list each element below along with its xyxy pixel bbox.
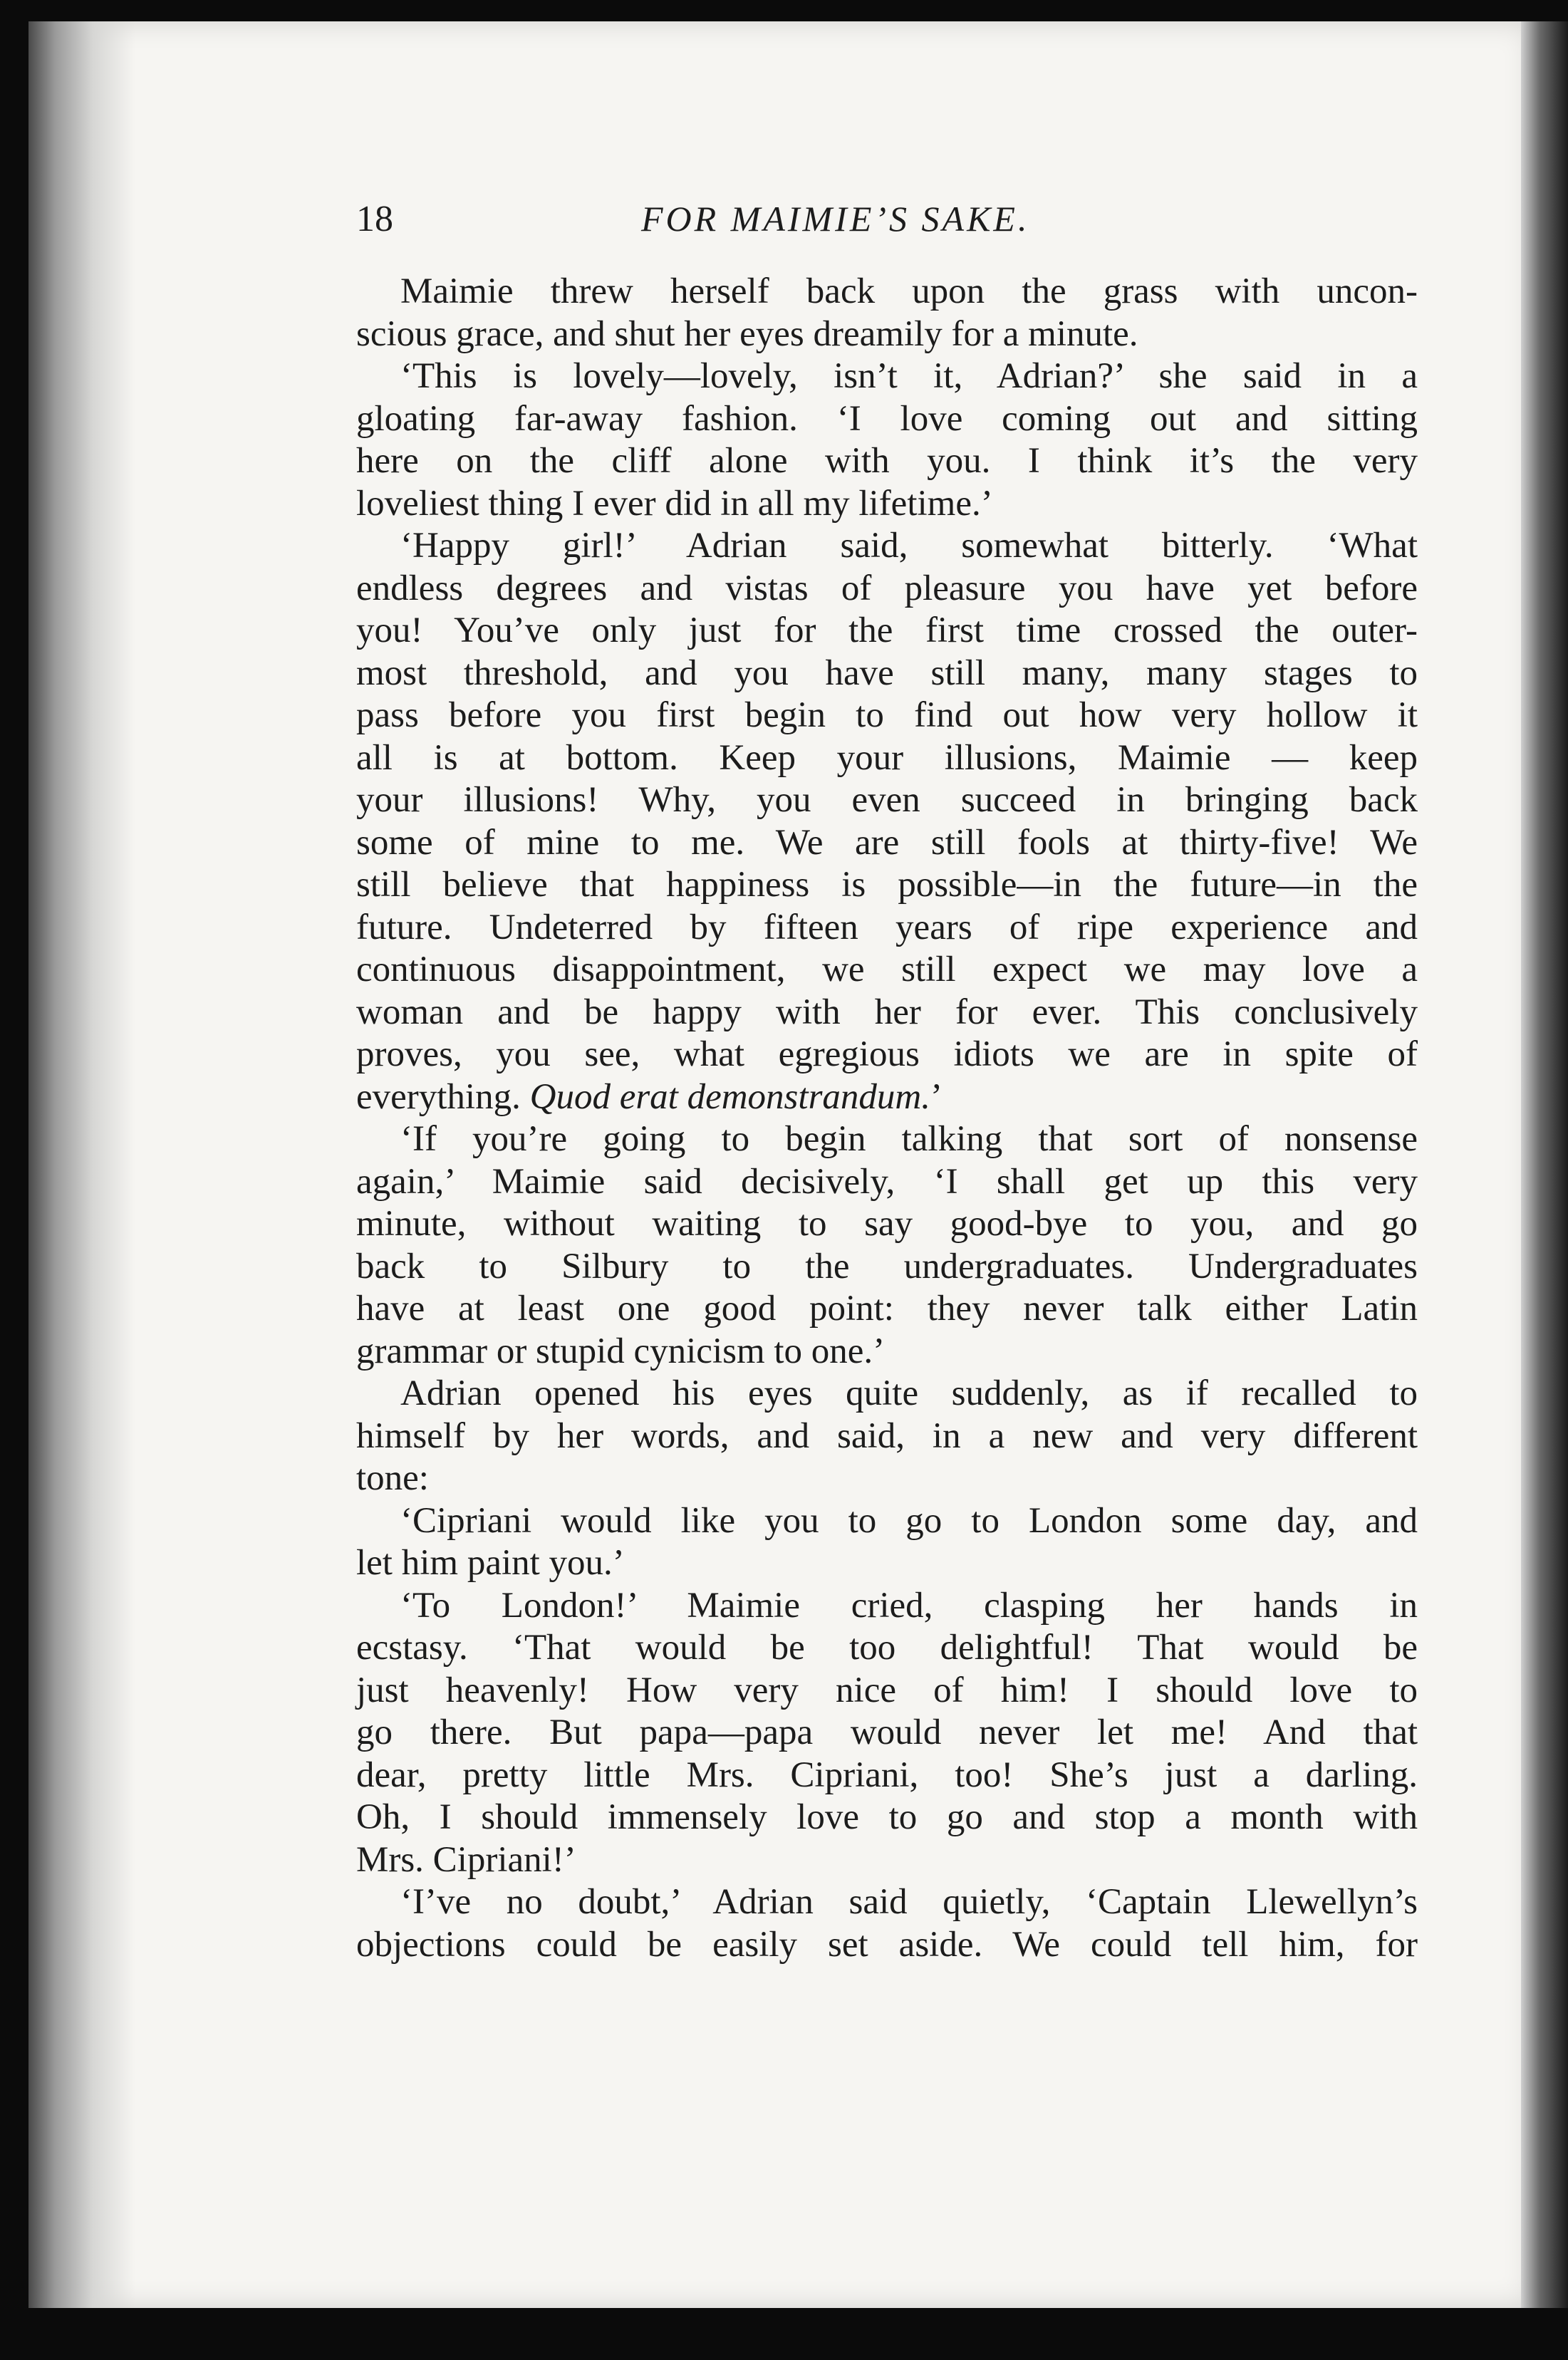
text-line-content: continuous disappointment, we still expect we may love a: [356, 950, 1418, 989]
text-line: [356, 271, 1418, 313]
text-line: [356, 1881, 1418, 1924]
text-line-content: minute, without waiting to say good-bye to you, and go: [356, 1204, 1418, 1244]
text-line-content: some of mine to me. We are still fools at thirty-five! We: [356, 822, 1418, 863]
text-line-content: grammar or stupid cynicism to one.’: [356, 1331, 886, 1371]
text-line-content: your illusions! Why, you even succeed in bringing back: [356, 780, 1418, 820]
text-line-content: all is at bottom. Keep your illusions, Maimie — keep: [356, 737, 1418, 778]
text-line: [356, 1373, 1418, 1415]
text-line: [356, 1585, 1418, 1628]
text-line-content: dear, pretty little Mrs. Cipriani, too! She’s just a darling.: [356, 1755, 1418, 1795]
text-line: [356, 695, 1418, 737]
text-line: [356, 525, 1418, 568]
text-line: [356, 653, 1418, 695]
text-line-content: himself by her words, and said, in a new and very different: [356, 1415, 1418, 1456]
text-line-content: ‘Happy girl!’ Adrian said, somewhat bitterly. ‘What: [400, 526, 1418, 566]
text-line: [356, 1246, 1418, 1289]
text-line: [356, 355, 1418, 398]
text-line-content: tone:: [356, 1458, 429, 1498]
text-line-content: gloating far-away fashion. ‘I love coming out and sitting: [356, 398, 1418, 439]
text-line-content: back to Silbury to the undergraduates. Undergraduates: [356, 1246, 1418, 1286]
text-line: [356, 1118, 1418, 1161]
text-line-content: woman and be happy with her for ever. This conclusively: [356, 992, 1418, 1032]
text-line: [356, 398, 1418, 441]
text-line-content: again,’ Maimie said decisively, ‘I shall get up this very: [356, 1161, 1418, 1202]
text-line: [356, 1076, 1418, 1119]
text-line-content: go there. But papa—papa would never let me! And that: [356, 1712, 1418, 1752]
text-line-content: endless degrees and vistas of pleasure you have yet before: [356, 568, 1418, 608]
text-line: [356, 440, 1418, 483]
text-line: [356, 483, 1418, 526]
text-line-content: scious grace, and shut her eyes dreamily for a minute.: [356, 313, 1138, 354]
text-line: [356, 1161, 1418, 1204]
text-line-content: everything.: [356, 1076, 521, 1117]
running-head: FOR MAIMIE’S SAKE.: [641, 199, 1030, 239]
page-header: [356, 198, 1418, 255]
text-line-content: Maimie threw herself back upon the grass with uncon-: [400, 271, 1418, 311]
text-line: [356, 864, 1418, 907]
text-line: [356, 907, 1418, 950]
text-line: [356, 1500, 1418, 1543]
text-line: [356, 1542, 1418, 1585]
text-line-content: here on the cliff alone with you. I think it’s the very: [356, 441, 1418, 481]
page-number: 18: [356, 199, 393, 239]
text-line: [356, 992, 1418, 1034]
text-line-content: you! You’ve only just for the first time crossed the outer-: [356, 610, 1418, 650]
text-line: [356, 949, 1418, 992]
text-line-content: future. Undeterred by fifteen years of ripe experience and: [356, 907, 1418, 947]
text-line: [356, 1288, 1418, 1331]
latin-phrase: Quod erat demonstrandum.: [529, 1076, 931, 1117]
text-line-content: ‘I’ve no doubt,’ Adrian said quietly, ‘Captain Llewellyn’s: [400, 1882, 1418, 1922]
text-line-content: ecstasy. ‘That would be too delightful! That would be: [356, 1628, 1418, 1668]
text-line-content: let him paint you.’: [356, 1543, 625, 1583]
page-gutter-shadow: [28, 21, 135, 2308]
text-line: [356, 1034, 1418, 1076]
text-line-content: still believe that happiness is possible—in the future—in the: [356, 865, 1418, 905]
text-line: [356, 610, 1418, 653]
text-line: [356, 1797, 1418, 1839]
text-line: [356, 1203, 1418, 1246]
text-line: [356, 568, 1418, 610]
page-edge: [1521, 21, 1568, 2308]
text-line-content: have at least one good point: they never talk either Latin: [356, 1289, 1418, 1329]
text-line: [356, 822, 1418, 865]
text-line-content: just heavenly! How very nice of him! I should love to: [356, 1670, 1418, 1710]
text-line-content: ‘If you’re going to begin talking that sort of nonsense: [400, 1119, 1418, 1159]
text-line-content: objections could be easily set aside. We could tell him, for: [356, 1924, 1418, 1965]
text-line: [356, 1924, 1418, 1967]
text-line-content: loveliest thing I ever did in all my lifetime.’: [356, 483, 993, 524]
text-line: [356, 737, 1418, 780]
text-line-content: ‘Cipriani would like you to go to London some day, and: [400, 1500, 1418, 1541]
closing-quote: ’: [930, 1076, 943, 1117]
text-line-content: Adrian opened his eyes quite suddenly, as if recalled to: [400, 1373, 1418, 1413]
text-line-content: proves, you see, what egregious idiots we are in spite of: [356, 1034, 1418, 1074]
text-line-content: pass before you first begin to find out how very hollow it: [356, 695, 1418, 735]
text-line: [356, 779, 1418, 822]
text-line: [356, 1331, 1418, 1373]
text-line: [356, 1839, 1418, 1882]
text-line: [356, 1415, 1418, 1458]
text-line-content: most threshold, and you have still many, many stages to: [356, 653, 1418, 693]
text-line: [356, 1457, 1418, 1500]
text-line: [356, 1627, 1418, 1670]
text-line-content: Oh, I should immensely love to go and stop a month with: [356, 1797, 1418, 1837]
text-line: [356, 1670, 1418, 1712]
body-text: [356, 271, 1418, 1966]
text-line-content: ‘This is lovely—lovely, isn’t it, Adrian?’ she said in a: [400, 356, 1418, 396]
text-line: [356, 1755, 1418, 1797]
text-line-content: Mrs. Cipriani!’: [356, 1839, 576, 1880]
text-line: [356, 1712, 1418, 1755]
text-line: [356, 313, 1418, 356]
text-line-content: ‘To London!’ Maimie cried, clasping her hands in: [400, 1585, 1418, 1626]
